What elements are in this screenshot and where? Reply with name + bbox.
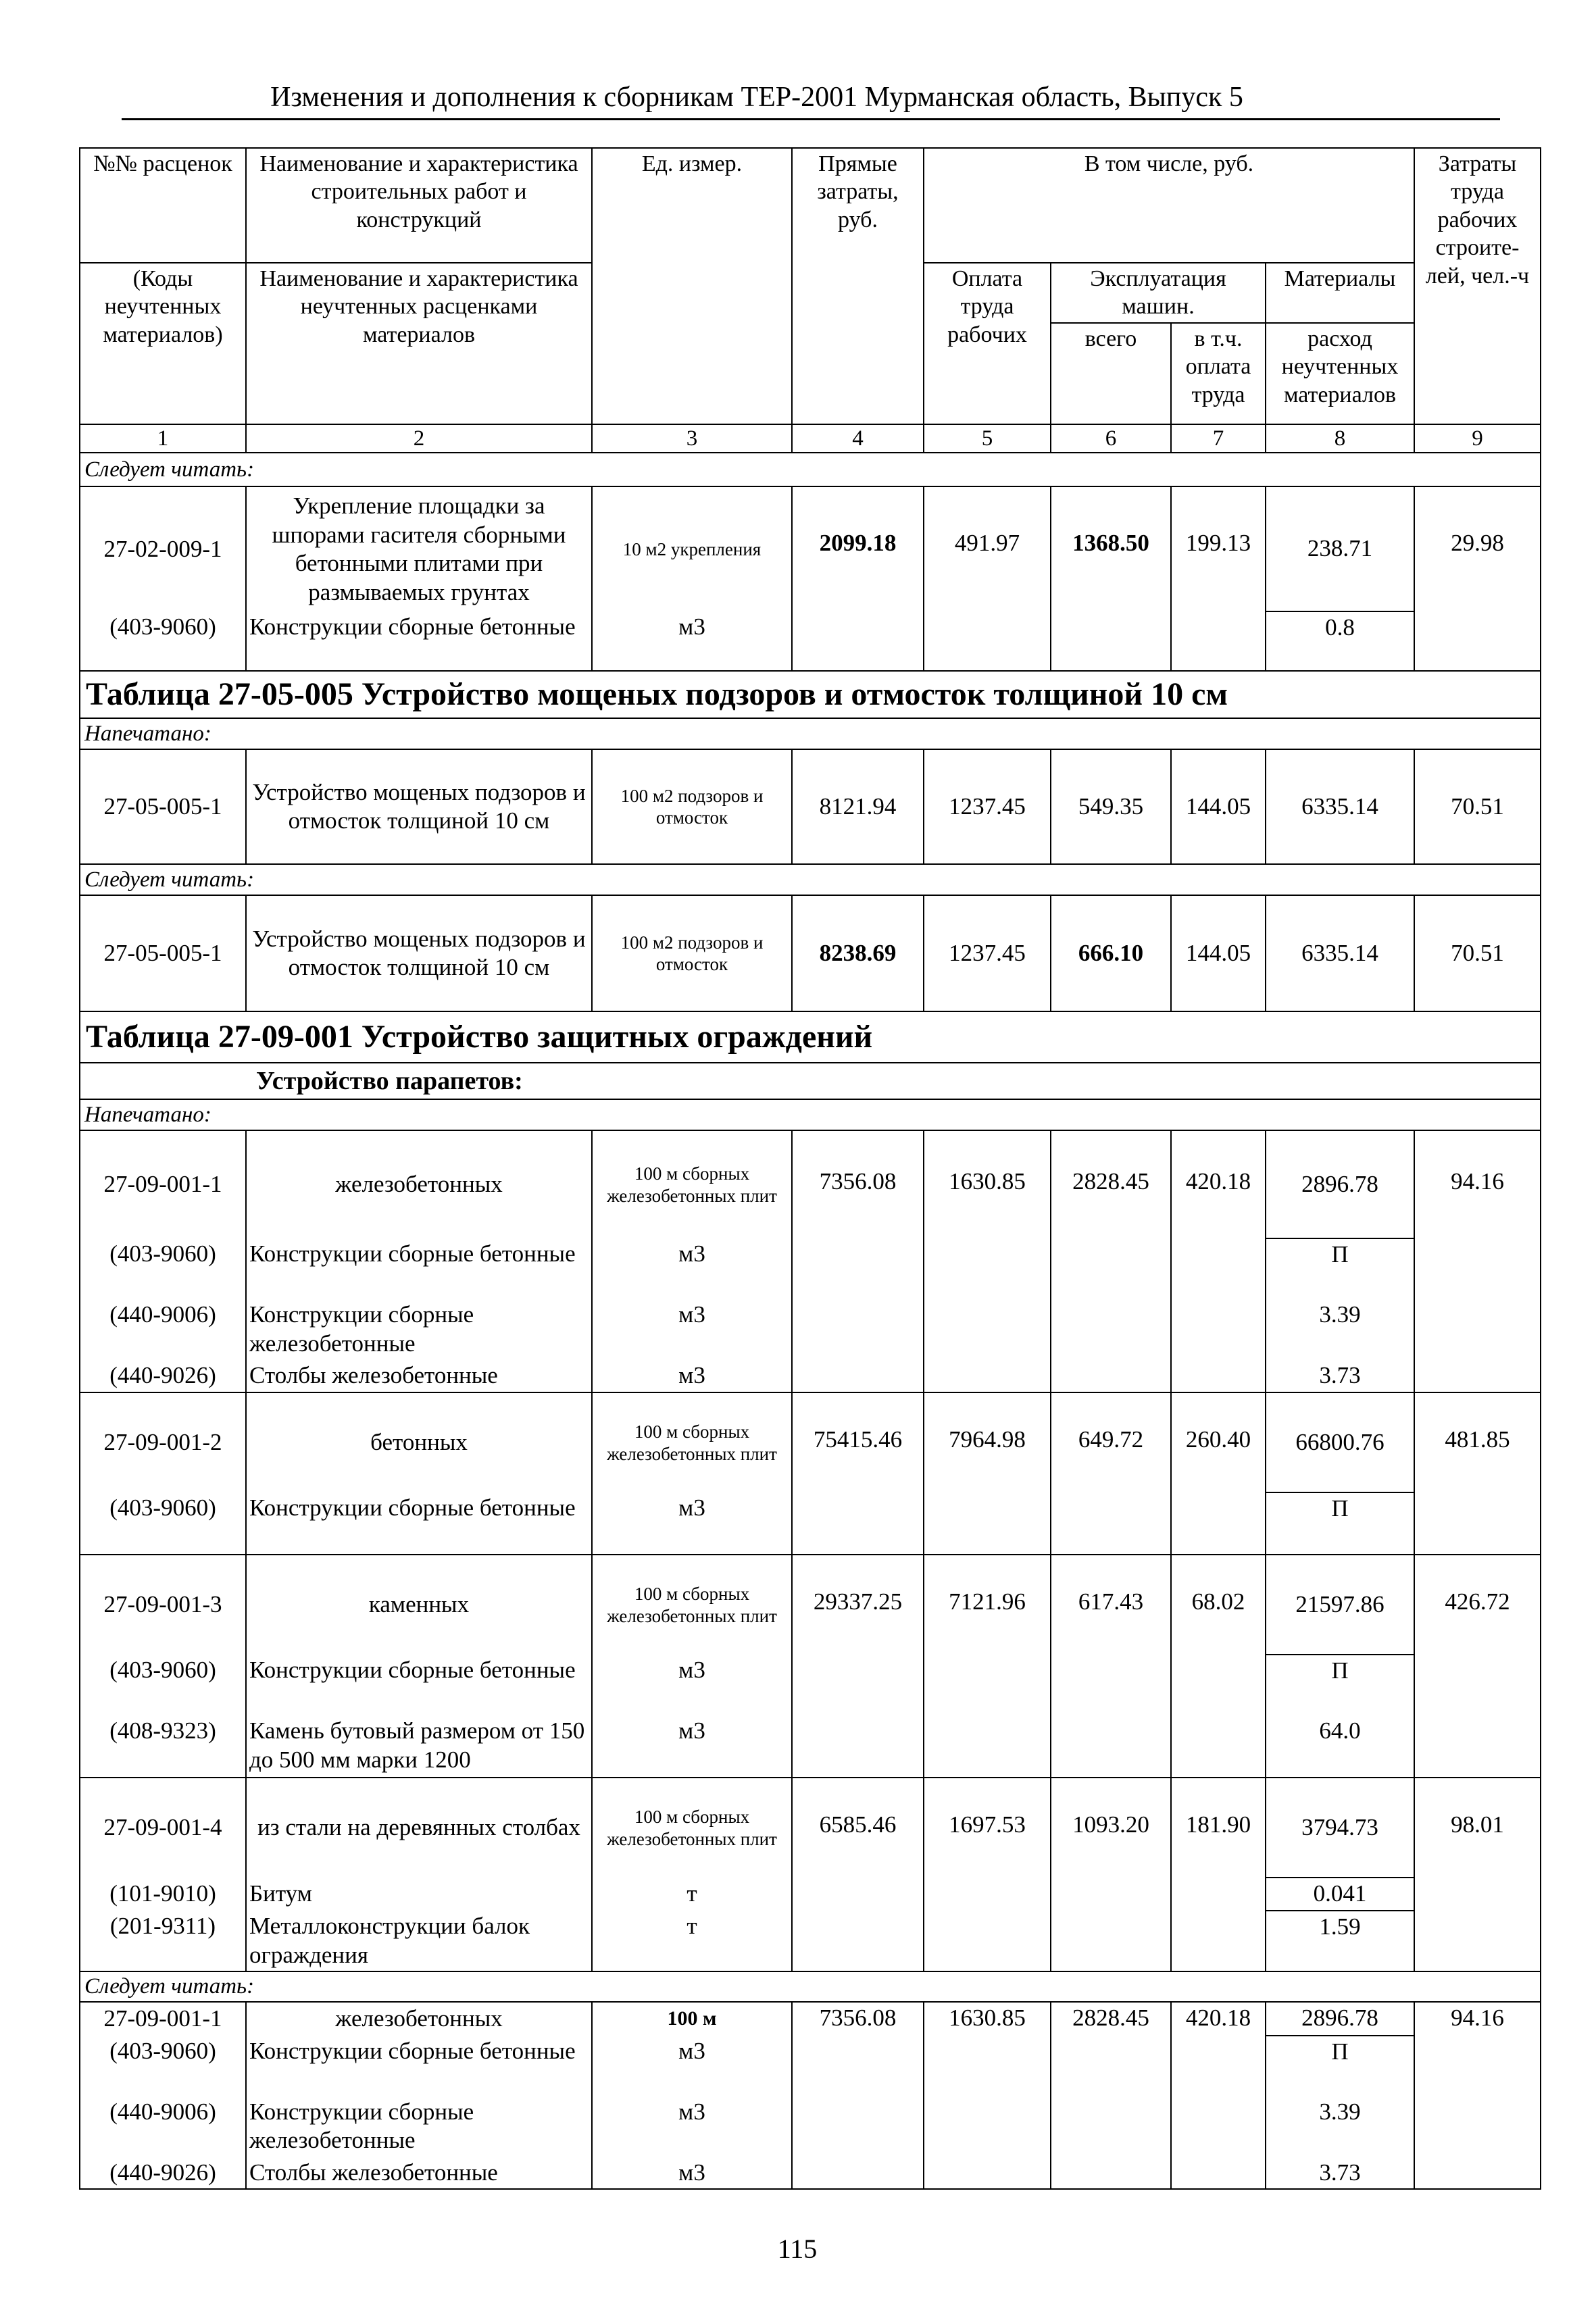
col-materials-header: Материалы: [1266, 263, 1414, 323]
rate-unit: 100 м сборных железобетонных плит: [592, 1778, 792, 1878]
rate-machine-wages: 181.90: [1171, 1778, 1266, 1971]
material-unit: м3: [592, 1238, 792, 1299]
col-name2-header: Наименование и характеристика неучтенных расценками материалов: [246, 263, 592, 424]
rate-code: 27-09-001-1: [80, 1130, 246, 1238]
rate-wages: 491.97: [924, 486, 1051, 671]
rate-labor: 481.85: [1414, 1392, 1541, 1555]
rate-unit: 100 м сборных железобетонных плит: [592, 1392, 792, 1492]
rate-wages: 1237.45: [924, 749, 1051, 864]
material-name: Конструкции сборные бетонные: [246, 1238, 592, 1299]
rate-direct: 7356.08: [792, 2002, 924, 2190]
material-unit: м3: [592, 2036, 792, 2096]
price-table: [79, 147, 1541, 2190]
col-number: 4: [792, 424, 924, 453]
col-number: 1: [80, 424, 246, 453]
material-code: (440-9026): [80, 1360, 246, 1392]
rate-wages: 7121.96: [924, 1555, 1051, 1778]
rate-materials: 2896.78: [1266, 1130, 1414, 1238]
col-number: 9: [1414, 424, 1541, 453]
rate-machines: 617.43: [1051, 1555, 1171, 1778]
rate-direct: 8238.69: [792, 895, 924, 1011]
col-total-header: всего: [1051, 323, 1171, 424]
col-number: 7: [1171, 424, 1266, 453]
col-number: 5: [924, 424, 1051, 453]
rate-materials: 2896.78: [1266, 2002, 1414, 2036]
rate-code: 27-05-005-1: [80, 749, 246, 864]
col-number: 3: [592, 424, 792, 453]
rate-name: железобетонных: [246, 2002, 592, 2036]
rate-labor: 29.98: [1414, 486, 1541, 671]
material-qty: 3.73: [1266, 1360, 1414, 1392]
material-code: (403-9060): [80, 1238, 246, 1299]
note-sleduet: Следует читать:: [80, 1971, 1541, 2001]
rate-direct: 75415.46: [792, 1392, 924, 1555]
material-code: (408-9323): [80, 1715, 246, 1778]
rate-materials: 3794.73: [1266, 1778, 1414, 1878]
rate-materials: 21597.86: [1266, 1555, 1414, 1655]
material-code: (403-9060): [80, 611, 246, 671]
rate-code: 27-02-009-1: [80, 486, 246, 611]
rate-machines: 1093.20: [1051, 1778, 1171, 1971]
col-labor-header: Затраты труда рабочих строите-лей, чел.-ч: [1414, 148, 1541, 424]
rate-unit: 100 м сборных железобетонных плит: [592, 1130, 792, 1238]
material-unit: м3: [592, 2096, 792, 2157]
rate-wages: 1630.85: [924, 2002, 1051, 2190]
rate-machines: 649.72: [1051, 1392, 1171, 1555]
rate-materials: 66800.76: [1266, 1392, 1414, 1492]
material-name: Камень бутовый размером от 150 до 500 мм марки 1200: [246, 1715, 592, 1778]
material-code: (440-9026): [80, 2157, 246, 2190]
rate-direct: 7356.08: [792, 1130, 924, 1392]
rate-unit: 100 м2 подзоров и отмосток: [592, 895, 792, 1011]
note-napechatano: Напечатано:: [80, 718, 1541, 749]
col-machines-header: Эксплуатация машин.: [1051, 263, 1266, 323]
rate-wages: 1697.53: [924, 1778, 1051, 1971]
material-name: Конструкции сборные бетонные: [246, 2036, 592, 2096]
material-unit: м3: [592, 1492, 792, 1555]
col-number: 2: [246, 424, 592, 453]
material-code: (440-9006): [80, 2096, 246, 2157]
rate-name: Укрепление площадки за шпорами гасителя сборными бетонными плитами при размываемых грунтах: [246, 486, 592, 611]
rate-machine-wages: 144.05: [1171, 895, 1266, 1011]
rate-unit: 10 м2 укрепления: [592, 486, 792, 611]
rate-labor: 94.16: [1414, 2002, 1541, 2190]
rate-direct: 29337.25: [792, 1555, 924, 1778]
rate-labor: 426.72: [1414, 1555, 1541, 1778]
rate-name: каменных: [246, 1555, 592, 1655]
material-unit: т: [592, 1911, 792, 1971]
note-sleduet: Следует читать:: [80, 453, 1541, 486]
material-name: Конструкции сборные бетонные: [246, 1492, 592, 1555]
rate-machine-wages: 144.05: [1171, 749, 1266, 864]
rate-materials: 6335.14: [1266, 895, 1414, 1011]
material-qty: 3.73: [1266, 2157, 1414, 2190]
rate-labor: 98.01: [1414, 1778, 1541, 1971]
rate-code: 27-09-001-4: [80, 1778, 246, 1878]
rate-name: железобетонных: [246, 1130, 592, 1238]
rate-direct: 6585.46: [792, 1778, 924, 1971]
material-unit: м3: [592, 611, 792, 671]
page-number: 115: [777, 2234, 818, 2264]
material-unit: т: [592, 1878, 792, 1911]
col-number: 8: [1266, 424, 1414, 453]
rate-machine-wages: 420.18: [1171, 2002, 1266, 2190]
col-consumption-header: расход неучтенных материалов: [1266, 323, 1414, 424]
col-wages-header: Оплата труда рабочих: [924, 263, 1051, 424]
material-qty: 3.39: [1266, 1299, 1414, 1360]
material-qty: 0.8: [1266, 611, 1414, 671]
material-name: Конструкции сборные бетонные: [246, 611, 592, 671]
rate-machine-wages: 260.40: [1171, 1392, 1266, 1555]
rate-wages: 1237.45: [924, 895, 1051, 1011]
rate-wages: 7964.98: [924, 1392, 1051, 1555]
rate-direct: 2099.18: [792, 486, 924, 671]
rate-name: Устройство мощеных подзоров и отмосток толщиной 10 см: [246, 749, 592, 864]
material-name: Конструкции сборные бетонные: [246, 1655, 592, 1715]
material-name: Столбы железобетонные: [246, 1360, 592, 1392]
rate-name: Устройство мощеных подзоров и отмосток толщиной 10 см: [246, 895, 592, 1011]
rate-machines: 1368.50: [1051, 486, 1171, 671]
note-sleduet: Следует читать:: [80, 864, 1541, 895]
col-direct-header: Прямые затраты, руб.: [792, 148, 924, 424]
material-qty: П: [1266, 1492, 1414, 1555]
rate-code: 27-09-001-2: [80, 1392, 246, 1492]
material-name: Столбы железобетонные: [246, 2157, 592, 2190]
rate-name: из стали на деревянных столбах: [246, 1778, 592, 1878]
rate-unit: 100 м сборных железобетонных плит: [592, 1555, 792, 1655]
rate-materials: 238.71: [1266, 486, 1414, 611]
material-code: (403-9060): [80, 1492, 246, 1555]
col-name-header: Наименование и характеристика строительных работ и конструкций: [246, 148, 592, 263]
material-qty: П: [1266, 1238, 1414, 1299]
rate-machines: 2828.45: [1051, 2002, 1171, 2190]
material-name: Металлоконструкции балок ограждения: [246, 1911, 592, 1971]
rate-code: 27-05-005-1: [80, 895, 246, 1011]
material-code: (403-9060): [80, 1655, 246, 1715]
rate-labor: 70.51: [1414, 895, 1541, 1011]
material-qty: 3.39: [1266, 2096, 1414, 2157]
material-qty: 64.0: [1266, 1715, 1414, 1778]
col-number: 6: [1051, 424, 1171, 453]
material-unit: м3: [592, 1360, 792, 1392]
rate-materials: 6335.14: [1266, 749, 1414, 864]
rate-machine-wages: 420.18: [1171, 1130, 1266, 1392]
rate-labor: 70.51: [1414, 749, 1541, 864]
material-code: (440-9006): [80, 1299, 246, 1360]
rate-machine-wages: 199.13: [1171, 486, 1266, 671]
rate-machine-wages: 68.02: [1171, 1555, 1266, 1778]
material-qty: П: [1266, 1655, 1414, 1715]
material-qty: П: [1266, 2036, 1414, 2096]
col-codes-header: (Коды неучтенных материалов): [80, 263, 246, 424]
rate-unit: 100 м: [592, 2002, 792, 2036]
material-name: Битум: [246, 1878, 592, 1911]
page-header: Изменения и дополнения к сборникам ТЕР-2001 Мурманская область, Выпуск 5: [270, 82, 1243, 113]
col-num-header: №№ расценок: [80, 148, 246, 263]
material-code: (201-9311): [80, 1911, 246, 1971]
material-unit: м3: [592, 1655, 792, 1715]
rate-code: 27-09-001-1: [80, 2002, 246, 2036]
col-incl-header: В том числе, руб.: [924, 148, 1414, 263]
material-code: (403-9060): [80, 2036, 246, 2096]
rate-labor: 94.16: [1414, 1130, 1541, 1392]
material-unit: м3: [592, 1299, 792, 1360]
material-code: (101-9010): [80, 1878, 246, 1911]
material-name: Конструкции сборные железобетонные: [246, 2096, 592, 2157]
rate-machines: 2828.45: [1051, 1130, 1171, 1392]
rate-machines: 666.10: [1051, 895, 1171, 1011]
material-unit: м3: [592, 2157, 792, 2190]
col-incl-wages-header: в т.ч. оплата труда: [1171, 323, 1266, 424]
header-rule: [122, 118, 1500, 120]
material-name: Конструкции сборные железобетонные: [246, 1299, 592, 1360]
note-napechatano: Напечатано:: [80, 1099, 1541, 1130]
rate-code: 27-09-001-3: [80, 1555, 246, 1655]
material-qty: 0.041: [1266, 1878, 1414, 1911]
col-unit-header: Ед. измер.: [592, 148, 792, 424]
material-qty: 1.59: [1266, 1911, 1414, 1971]
rate-direct: 8121.94: [792, 749, 924, 864]
rate-wages: 1630.85: [924, 1130, 1051, 1392]
rate-name: бетонных: [246, 1392, 592, 1492]
table-title: Таблица 27-05-005 Устройство мощеных подзоров и отмосток толщиной 10 см: [80, 671, 1541, 718]
rate-unit: 100 м2 подзоров и отмосток: [592, 749, 792, 864]
rate-machines: 549.35: [1051, 749, 1171, 864]
material-unit: м3: [592, 1715, 792, 1778]
table-subtitle: Устройство парапетов:: [80, 1063, 1541, 1099]
table-title: Таблица 27-09-001 Устройство защитных ограждений: [80, 1011, 1541, 1063]
